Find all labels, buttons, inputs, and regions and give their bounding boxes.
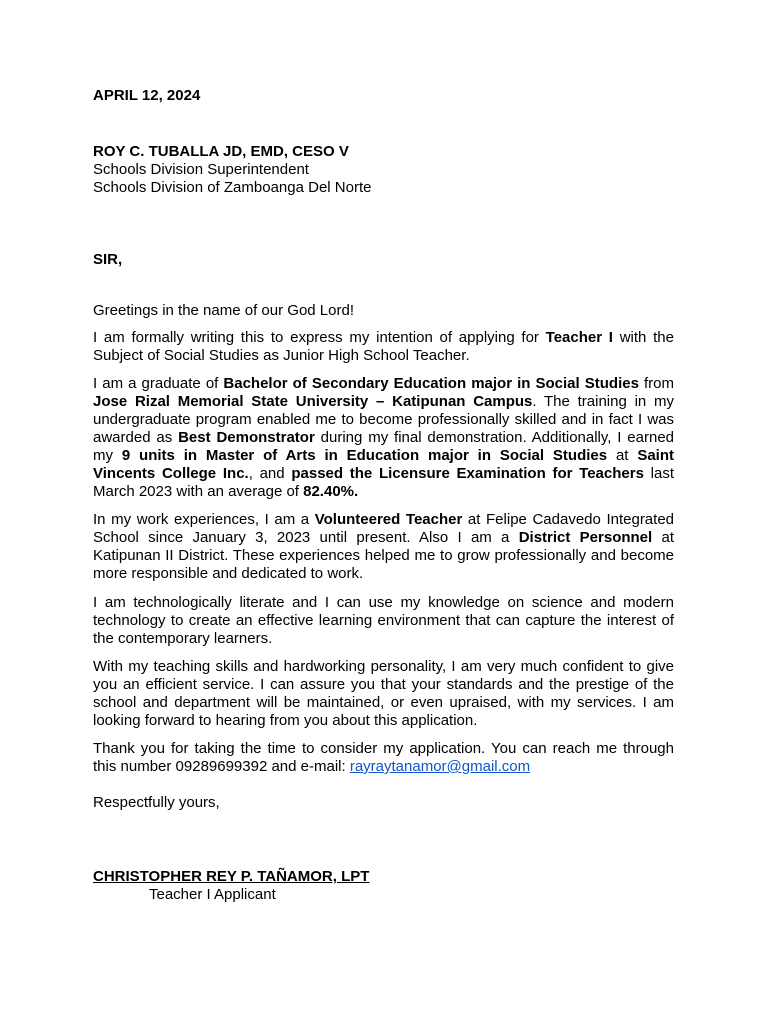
letter-date: APRIL 12, 2024: [93, 87, 201, 104]
paragraph-experience: In my work experiences, I am a Volunteered Teacher at Felipe Cadavedo Integrated School since January 3, 2023 until present. Also I am a District Personnel at Katipunan II District. These experiences helped me to grow professionally and become more responsible and dedicated to work.: [93, 511, 675, 582]
paragraph-contact: Thank you for taking the time to consider my application. You can reach me through this number 09289699392 and e-mail: rayraytanamor@gmail.com: [93, 740, 674, 775]
email-link[interactable]: rayraytanamor@gmail.com: [349, 758, 531, 775]
signature-name: CHRISTOPHER REY P. TAÑAMOR, LPT: [93, 868, 370, 885]
paragraph-technology: I am technologically literate and I can use my knowledge on science and modern technology to create an effective learning environment that can capture the interest of the contemporary learners.: [93, 594, 674, 647]
recipient-block: [93, 143, 674, 197]
recipient-position: Schools Division Superintendent: [93, 161, 309, 178]
salutation: SIR,: [93, 251, 123, 268]
paragraph-education: I am a graduate of Bachelor of Secondary Education major in Social Studies from Jose Rizal Memorial State University – Katipunan Campus. The training in my undergraduate program enabled me to become professionally skilled and in fact I was awarded as Best Demonstrator during my final demonstration. Additionally, I earned my 9 units in Master of Arts in Education major in Social Studies at Saint Vincents College Inc., and passed the Licensure Examination for Teachers last March 2023 with an average of 82.40%.: [93, 375, 675, 500]
greeting: Greetings in the name of our God Lord!: [93, 302, 354, 319]
paragraph-intent: I am formally writing this to express my intention of applying for Teacher I with the Subject of Social Studies as Junior High School Teacher.: [93, 329, 674, 364]
closing: Respectfully yours,: [93, 794, 220, 811]
signature-title: Teacher I Applicant: [149, 886, 276, 903]
paragraph-skills: With my teaching skills and hardworking personality, I am very much confident to give you an efficient service. I can assure you that your standards and the prestige of the school and department will be maintained, or even upraised, with my services. I am looking forward to hearing from you about this application.: [93, 658, 674, 729]
recipient-name: ROY C. TUBALLA JD, EMD, CESO V: [93, 143, 349, 160]
recipient-office: Schools Division of Zamboanga Del Norte: [93, 179, 372, 196]
signature-block: [93, 868, 674, 904]
